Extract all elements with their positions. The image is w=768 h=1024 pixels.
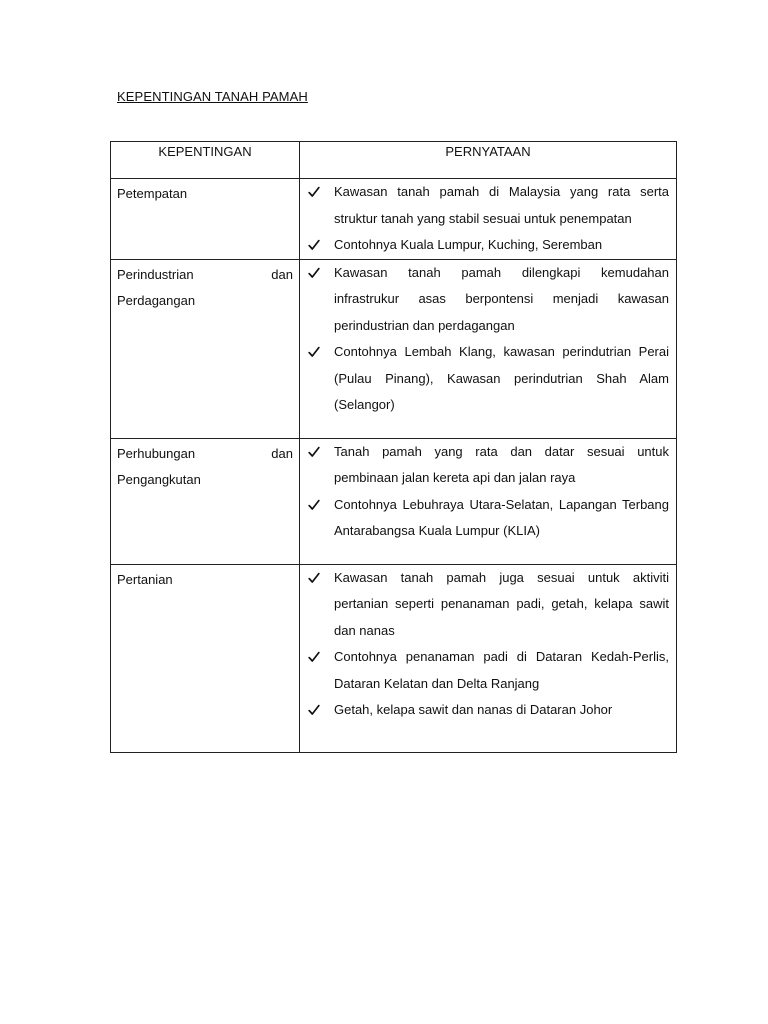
checkmark-icon <box>308 179 322 205</box>
statement-cell <box>300 259 677 438</box>
statement-text: Contohnya Kuala Lumpur, Kuching, Seremban <box>334 237 603 252</box>
category-label: Petempatan <box>117 186 188 201</box>
statement-item <box>300 697 669 724</box>
statement-text: Kawasan tanah pamah di Malaysia yang rata serta struktur tanah yang stabil sesuai untuk penempatan <box>334 184 669 226</box>
checkmark-icon <box>308 644 322 670</box>
header-pernyataan: PERNYATAAN <box>300 142 677 179</box>
statement-list <box>300 439 676 545</box>
checkmark-icon <box>308 565 322 591</box>
statement-item <box>300 179 669 232</box>
statement-item <box>300 232 669 259</box>
checkmark-icon <box>308 339 322 365</box>
statement-item <box>300 565 669 645</box>
checkmark-icon <box>308 232 322 258</box>
statement-text: Getah, kelapa sawit dan nanas di Dataran Johor <box>334 702 613 717</box>
statement-cell <box>300 179 677 260</box>
category-cell <box>111 564 300 752</box>
document-title: KEPENTINGAN TANAH PAMAH <box>117 89 308 104</box>
statement-text: Tanah pamah yang rata dan datar sesuai untuk pembinaan jalan kereta api dan jalan raya <box>334 443 669 485</box>
statement-item <box>300 260 669 340</box>
header-kepentingan: KEPENTINGAN <box>111 142 300 179</box>
statement-text: Kawasan tanah pamah juga sesuai untuk aktiviti pertanian seperti penanaman padi, getah, kelapa sawit dan nanas <box>334 569 669 638</box>
statement-item <box>300 644 669 697</box>
category-cell <box>111 259 300 438</box>
checkmark-icon <box>308 260 322 286</box>
table-row <box>111 179 677 260</box>
checkmark-icon <box>308 492 322 518</box>
statement-item <box>300 339 669 419</box>
category-label: Perhubungan dan <box>117 445 293 461</box>
table-row <box>111 438 677 564</box>
category-label: Perindustrian dan <box>117 266 293 282</box>
statement-text: Contohnya penanaman padi di Dataran Kedah-Perlis, Dataran Kelatan dan Delta Ranjang <box>334 649 669 691</box>
importance-table <box>110 141 677 753</box>
category-cell <box>111 438 300 564</box>
table-header-row <box>111 142 677 179</box>
statement-cell <box>300 564 677 752</box>
statement-text: Kawasan tanah pamah dilengkapi kemudahan infrastrukur asas berpontensi menjadi kawasan perindustrian dan perdagangan <box>334 264 669 333</box>
category-cell <box>111 179 300 260</box>
statement-cell <box>300 438 677 564</box>
statement-text: Contohnya Lebuhraya Utara-Selatan, Lapangan Terbang Antarabangsa Kuala Lumpur (KLIA) <box>334 496 669 538</box>
statement-list <box>300 565 676 724</box>
checkmark-icon <box>308 697 322 723</box>
category-label: Perdagangan <box>117 293 196 308</box>
table-row <box>111 564 677 752</box>
statement-item <box>300 492 669 545</box>
statement-list <box>300 260 676 419</box>
statement-item <box>300 439 669 492</box>
table-row <box>111 259 677 438</box>
category-label: Pengangkutan <box>117 472 201 487</box>
statement-list <box>300 179 676 259</box>
statement-text: Contohnya Lembah Klang, kawasan perindutrian Perai (Pulau Pinang), Kawasan perindutrian Shah Alam (Selangor) <box>334 344 669 412</box>
category-label: Pertanian <box>117 571 173 587</box>
checkmark-icon <box>308 439 322 465</box>
